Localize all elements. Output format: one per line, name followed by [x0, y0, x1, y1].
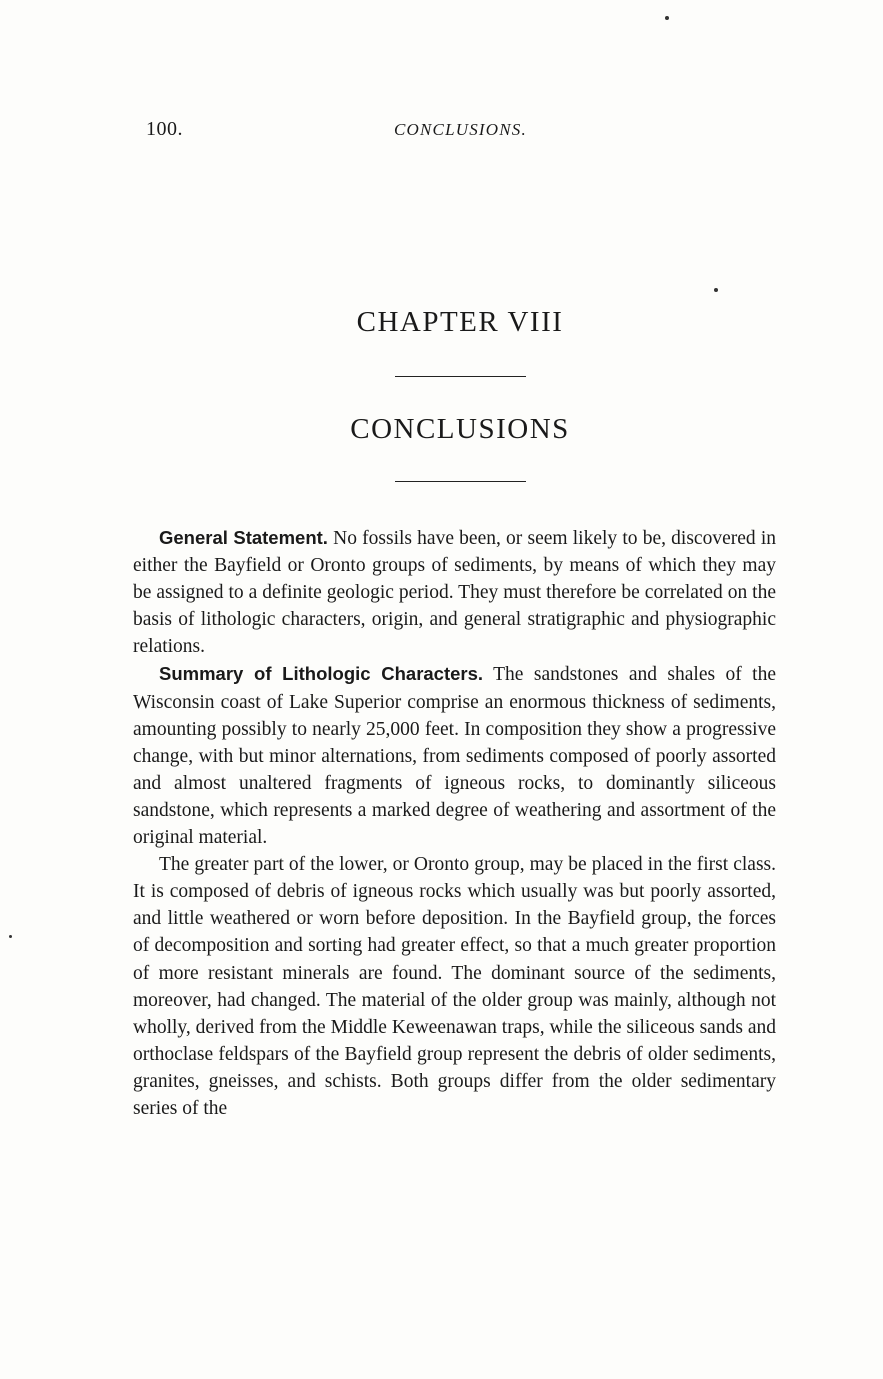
paragraph-text: The sandstones and shales of the Wisconsin coast of Lake Superior comprise an enormous thickness of sediments, amounting possibly to nearly 25,000 feet. In composition they show a progressive change, with but minor alternations, from sediments composed of poorly assorted and almost unaltered fragments of igneous rocks, to dominantly siliceous sandstone, which represents a marked degree of weathering and assortment of the original material.	[133, 664, 777, 849]
scan-speck	[665, 16, 669, 20]
paragraph-text: No fossils have been, or seem likely to be, discovered in either the Bayfield or Oronto groups of sediments, by means of which they may be assigned to a definite geologic period. They must therefore be correlated on the basis of lithologic characters, origin, and general stratigraphic and physiographic relations.	[133, 528, 776, 658]
run-in-heading: General Statement.	[159, 527, 328, 548]
paragraph-text: The greater part of the lower, or Oronto group, may be placed in the first class. It is composed of debris of igneous rocks which usually was but poorly assorted, and little weathered or worn before deposition. In the Bayfield group, the forces of decomposition and sorting had greater effect, so that a much greater proportion of more resistant minerals are found. The dominant source of the sediments, moreover, had changed. The material of the older group was mainly, although not wholly, derived from the Middle Keweenawan traps, while the siliceous sands and orthoclase feldspars of the Bayfield group represent the debris of older sediments, granites, gneisses, and schists. Both groups differ from the older sedimentary series of the	[133, 854, 776, 1119]
chapter-rule-top	[395, 376, 526, 377]
paragraph-summary-lithologic	[133, 660, 776, 851]
paragraph-general-statement	[133, 524, 776, 660]
running-head	[140, 118, 740, 146]
body-text	[133, 524, 776, 1122]
chapter-title: CONCLUSIONS	[350, 413, 570, 445]
running-title: CONCLUSIONS.	[394, 120, 527, 139]
page-number: 100.	[146, 118, 183, 140]
scan-speck	[9, 935, 12, 938]
scan-speck	[714, 288, 718, 292]
run-in-heading: Summary of Lithologic Characters.	[159, 663, 484, 685]
chapter-number: CHAPTER VIII	[356, 306, 564, 338]
chapter-rule-bottom	[395, 481, 526, 482]
paragraph-greater-part	[133, 851, 776, 1122]
